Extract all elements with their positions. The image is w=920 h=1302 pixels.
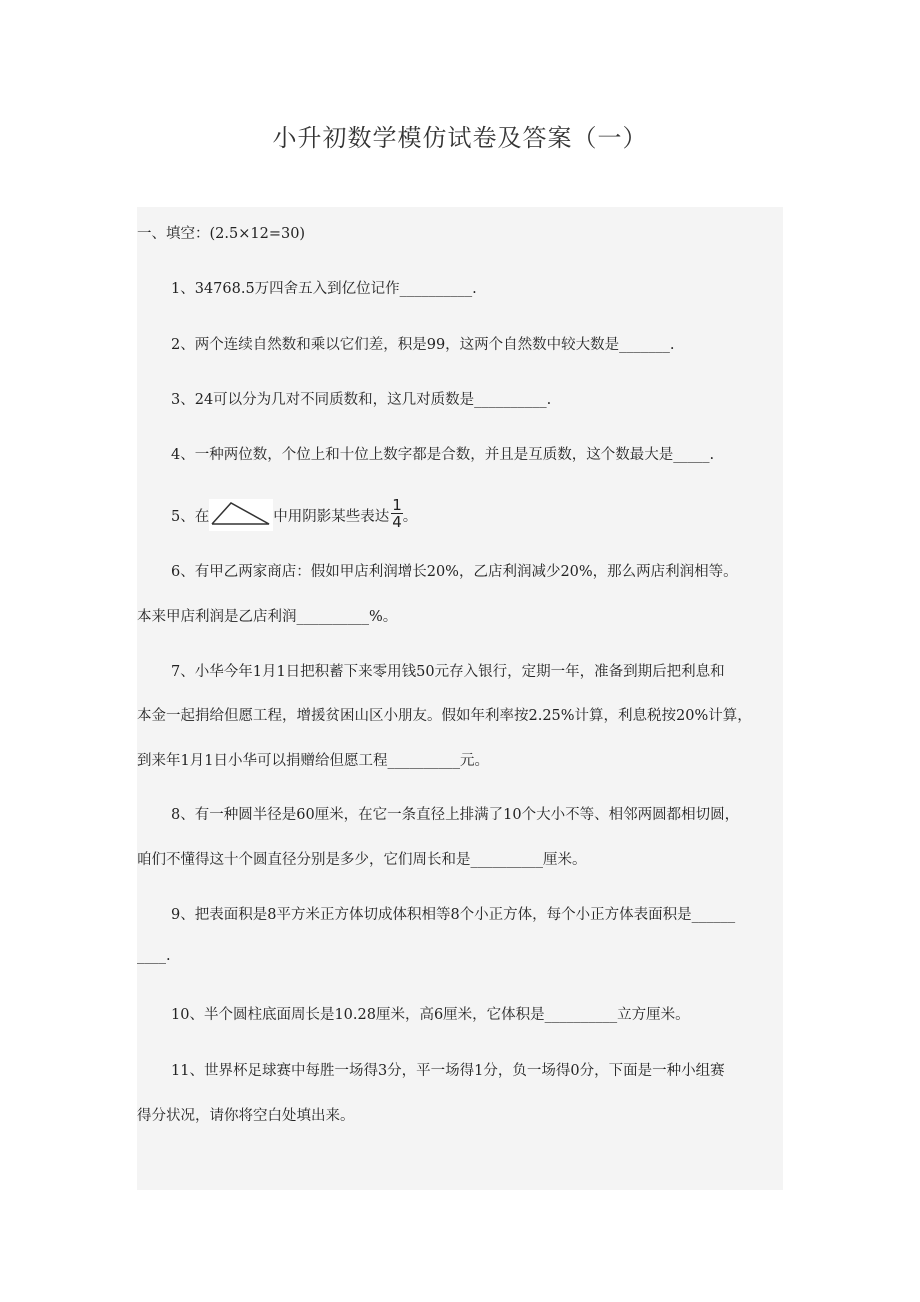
question-1: 1、34768.5万四舍五入到亿位记作__________. <box>171 281 477 297</box>
fraction-one-quarter <box>391 497 403 530</box>
question-5-prefix: 5、在 <box>171 509 210 525</box>
question-7-line-1: 7、小华今年1月1日把积蓄下来零用钱50元存入银行，定期一年，准备到期后把利息和 <box>171 664 725 680</box>
question-7-line-2: 本金一起捐给但愿工程，增援贫困山区小朋友。假如年利率按2.25%计算，利息税按20%计算， <box>137 708 752 724</box>
page-title: 小升初数学模仿试卷及答案（一） <box>272 124 648 152</box>
question-8-line-1: 8、有一种圆半径是60厘米，在它一条直径上排满了10个大小不等、相邻两圆都相切圆， <box>171 807 740 823</box>
question-11-line-1: 11、世界杯足球赛中每胜一场得3分，平一场得1分，负一场得0分，下面是一种小组赛 <box>171 1063 725 1079</box>
fraction-numerator: 1 <box>392 496 402 514</box>
question-5 <box>137 497 817 531</box>
fraction-denominator: 4 <box>392 513 402 531</box>
question-3: 3、24可以分为几对不同质数和，这几对质数是__________. <box>171 392 552 408</box>
question-10: 10、半个圆柱底面周长是10.28厘米，高6厘米，它体积是__________立方厘米。 <box>171 1007 690 1023</box>
triangle-figure <box>209 499 273 531</box>
question-4: 4、一种两位数，个位上和十位上数字都是合数，并且是互质数，这个数最大是_____. <box>171 447 715 463</box>
question-6-line-2: 本来甲店利润是乙店利润__________%。 <box>137 609 398 625</box>
question-5-suffix: 。 <box>402 509 418 525</box>
section-heading: 一、填空：(2.5×12=30) <box>137 226 306 242</box>
question-9-line-1: 9、把表面积是8平方米正方体切成体积相等8个小正方体，每个小正方体表面积是______ <box>171 907 736 923</box>
question-7-line-3: 到来年1月1日小华可以捐赠给但愿工程__________元。 <box>137 753 489 769</box>
question-6-line-1: 6、有甲乙两家商店：假如甲店利润增长20%，乙店利润减少20%，那么两店利润相等。 <box>171 564 738 580</box>
question-9-line-2: ____. <box>137 948 171 964</box>
question-8-line-2: 咱们不懂得这十个圆直径分别是多少，它们周长和是__________厘米。 <box>137 852 587 868</box>
question-5-middle: 中用阴影某些表达 <box>273 509 390 525</box>
question-2: 2、两个连续自然数和乘以它们差，积是99，这两个自然数中较大数是_______. <box>171 337 675 353</box>
question-panel <box>137 207 783 1190</box>
question-11-line-2: 得分状况，请你将空白处填出来。 <box>137 1108 355 1124</box>
